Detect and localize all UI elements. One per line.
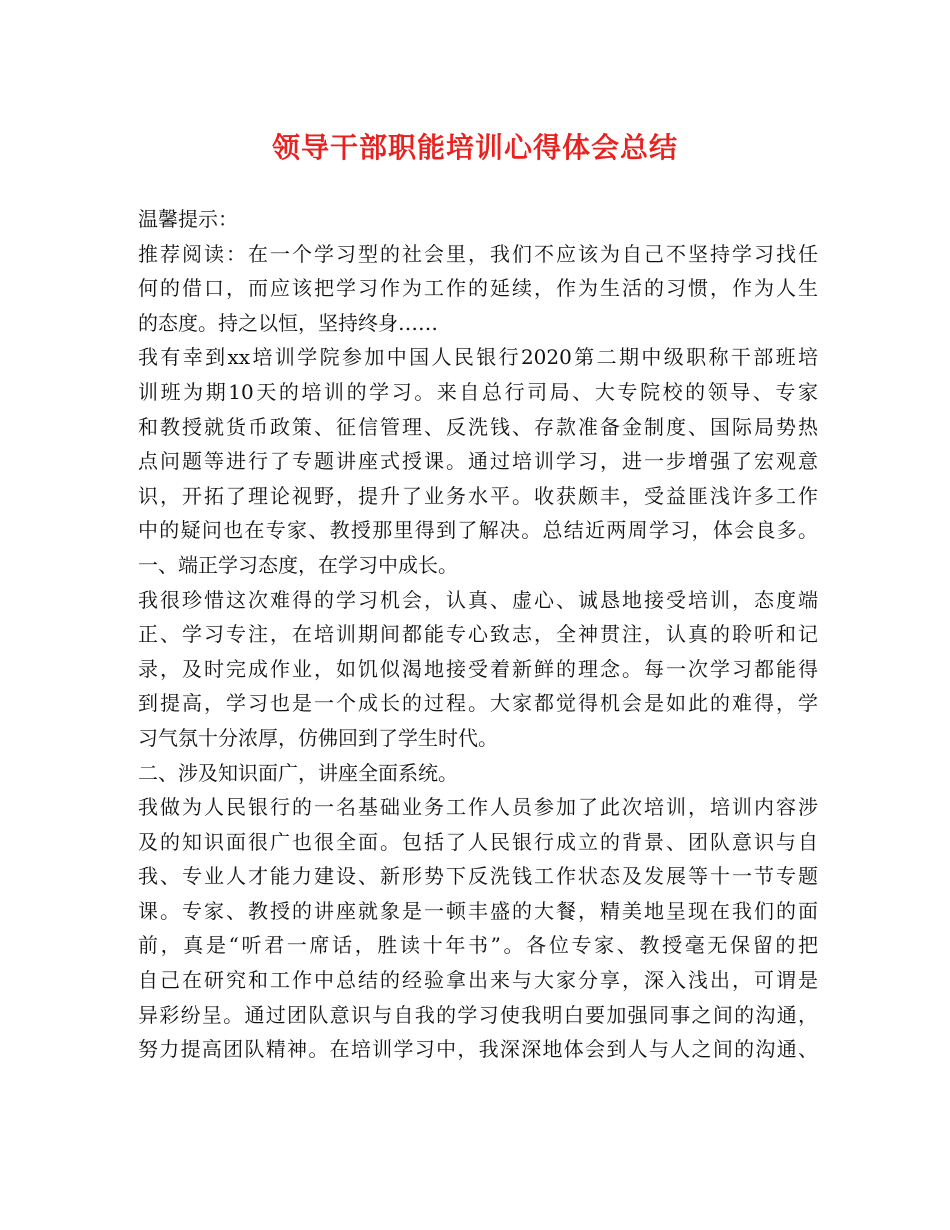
document-title: 领导干部职能培训心得体会总结 <box>271 131 678 164</box>
text-line: 推荐阅读：在一个学习型的社会里，我们不应该为自己不坚持学习找任 <box>138 241 818 266</box>
text-line: 何的借口，而应该把学习作为工作的延续，作为生活的习惯，作为人生 <box>138 276 818 301</box>
text-line: 和教授就货币政策、征信管理、反洗钱、存款准备金制度、国际局势热 <box>138 414 818 439</box>
text-line: 点问题等进行了专题讲座式授课。通过培训学习，进一步增强了宏观意 <box>138 449 818 474</box>
document-body <box>138 202 818 1067</box>
text-line: 我、专业人才能力建设、新形势下反洗钱工作状态及发展等十一节专题 <box>138 864 818 889</box>
section-heading: 一、端正学习态度，在学习中成长。 <box>138 552 458 577</box>
text-line: 识，开拓了理论视野，提升了业务水平。收获颇丰，受益匪浅许多工作 <box>138 483 818 508</box>
text-line: 温馨提示： <box>138 207 238 231</box>
text-line: 课。专家、教授的讲座就象是一顿丰盛的大餐，精美地呈现在我们的面 <box>138 898 818 923</box>
section-heading: 二、涉及知识面广，讲座全面系统。 <box>138 760 458 785</box>
text-line: 自己在研究和工作中总结的经验拿出来与大家分享，深入浅出，可谓是 <box>138 968 818 993</box>
text-line: 录，及时完成作业，如饥似渴地接受着新鲜的理念。每一次学习都能得 <box>138 656 818 681</box>
text-line: 我有幸到xx培训学院参加中国人民银行2020第二期中级职称干部班培 <box>138 345 818 370</box>
text-line: 训班为期10天的培训的学习。来自总行司局、大专院校的领导、专家 <box>138 379 818 404</box>
text-line: 努力提高团队精神。在培训学习中，我深深地体会到人与人之间的沟通、 <box>138 1037 818 1062</box>
text-line: 到提高，学习也是一个成长的过程。大家都觉得机会是如此的难得，学 <box>138 691 818 716</box>
text-line: 中的疑问也在专家、教授那里得到了解决。总结近两周学习，体会良多。 <box>138 518 818 543</box>
text-line: 我很珍惜这次难得的学习机会，认真、虚心、诚恳地接受培训，态度端 <box>138 587 818 612</box>
text-line: 正、学习专注，在培训期间都能专心致志，全神贯注，认真的聆听和记 <box>138 622 818 647</box>
text-line: 习气氛十分浓厚，仿佛回到了学生时代。 <box>138 725 498 750</box>
text-line: 的态度。持之以恒，坚持终身…… <box>138 310 438 335</box>
text-line: 及的知识面很广也很全面。包括了人民银行成立的背景、团队意识与自 <box>138 829 818 854</box>
text-line: 前，真是“听君一席话，胜读十年书”。各位专家、教授毫无保留的把 <box>138 933 818 958</box>
text-line: 我做为人民银行的一名基础业务工作人员参加了此次培训，培训内容涉 <box>138 795 818 820</box>
text-line: 异彩纷呈。通过团队意识与自我的学习使我明白要加强同事之间的沟通， <box>138 1002 818 1027</box>
